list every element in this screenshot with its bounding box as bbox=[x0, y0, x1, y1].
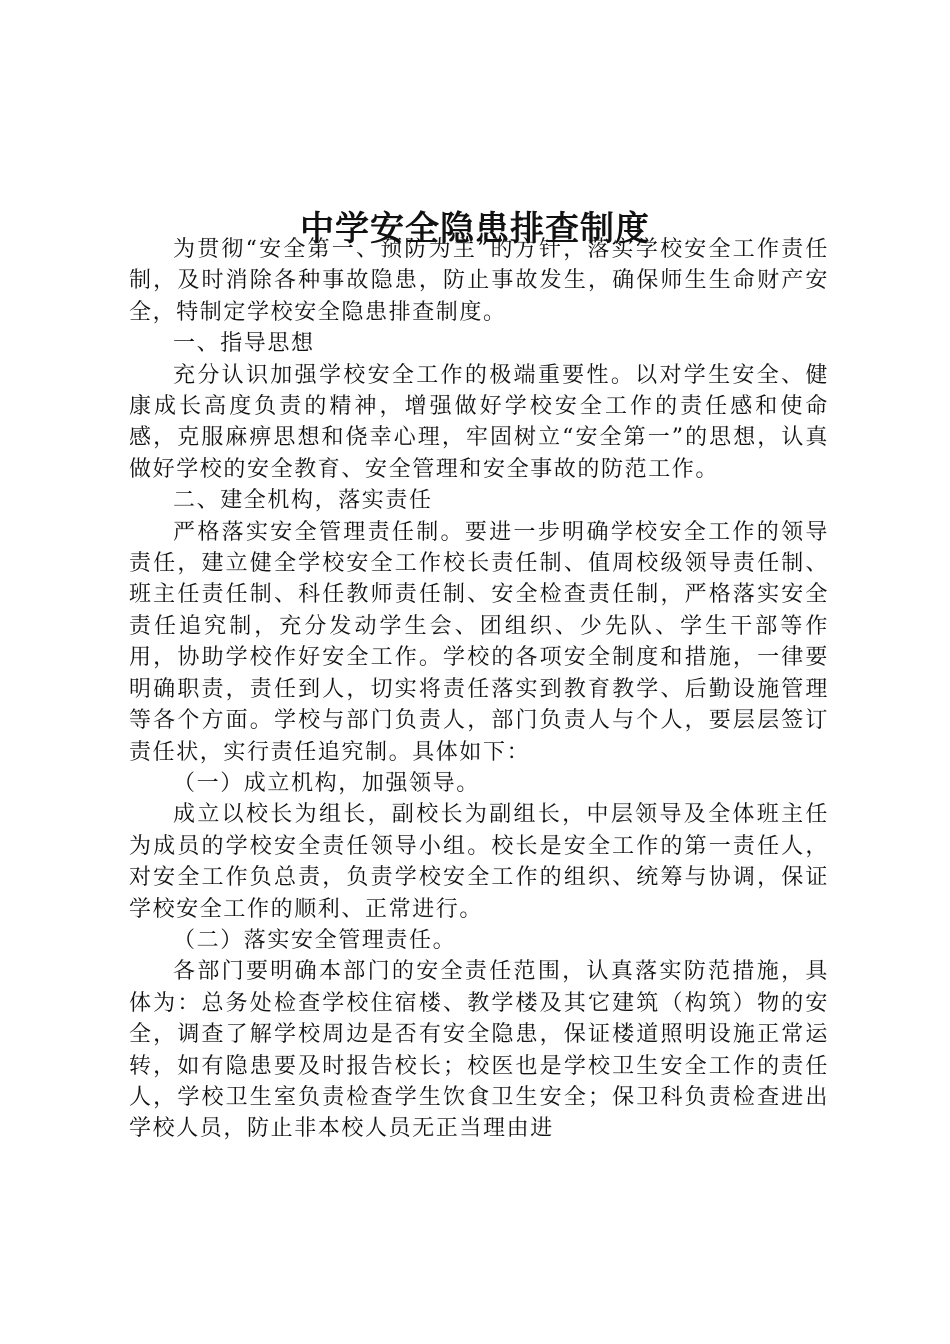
paragraph-responsibility: 严格落实安全管理责任制。要进一步明确学校安全工作的领导责任，建立健全学校安全工作校长责任制、值周校级领导责任制、班主任责任制、科任教师责任制、安全检查责任制，严格落实安全责任追究制，充分发动学生会、团组织、少先队、学生干部等作用，协助学校作好安全工作。学校的各项安全制度和措施，一律要明确职责，责任到人，切实将责任落实到教育教学、后勤设施管理等各个方面。学校与部门负责人，部门负责人与个人，要层层签订责任状，实行责任追究制。具体如下： bbox=[129, 519, 829, 765]
paragraph-intro: 为贯彻“安全第一、预防为主”的方针，落实学校安全工作责任制，及时消除各种事故隐患，防止事故发生，确保师生生命财产安全，特制定学校安全隐患排查制度。 bbox=[129, 237, 829, 325]
paragraph-guiding-thought: 充分认识加强学校安全工作的极端重要性。以对学生安全、健康成长高度负责的精神，增强做好学校安全工作的责任感和使命感，克服麻痹思想和侥幸心理，牢固树立“安全第一”的思想，认真做好学校的安全教育、安全管理和安全事故的防范工作。 bbox=[129, 362, 829, 482]
document-body bbox=[129, 234, 829, 1145]
subsection-heading-2: （二）落实安全管理责任。 bbox=[173, 927, 457, 953]
subsection-heading-1: （一）成立机构，加强领导。 bbox=[173, 770, 480, 796]
section-heading-2: 二、建全机构，落实责任 bbox=[173, 488, 433, 514]
paragraph-departments: 各部门要明确本部门的安全责任范围，认真落实防范措施，具体为：总务处检查学校住宿楼、教学楼及其它建筑（构筑）物的安全，调查了解学校周边是否有安全隐患，保证楼道照明设施正常运转，如有隐患要及时报告校长；校医也是学校卫生安全工作的责任人，学校卫生室负责检查学生饮食卫生安全；保卫科负责检查进出学校人员，防止非本校人员无正当理由进 bbox=[129, 959, 829, 1142]
paragraph-organization: 成立以校长为组长，副校长为副组长，中层领导及全体班主任为成员的学校安全责任领导小组。校长是安全工作的第一责任人，对安全工作负总责，负责学校安全工作的组织、统筹与协调，保证学校安全工作的顺利、正常进行。 bbox=[129, 802, 829, 922]
document-title: 中学安全隐患排查制度 bbox=[300, 208, 650, 249]
section-heading-1: 一、指导思想 bbox=[173, 331, 315, 357]
